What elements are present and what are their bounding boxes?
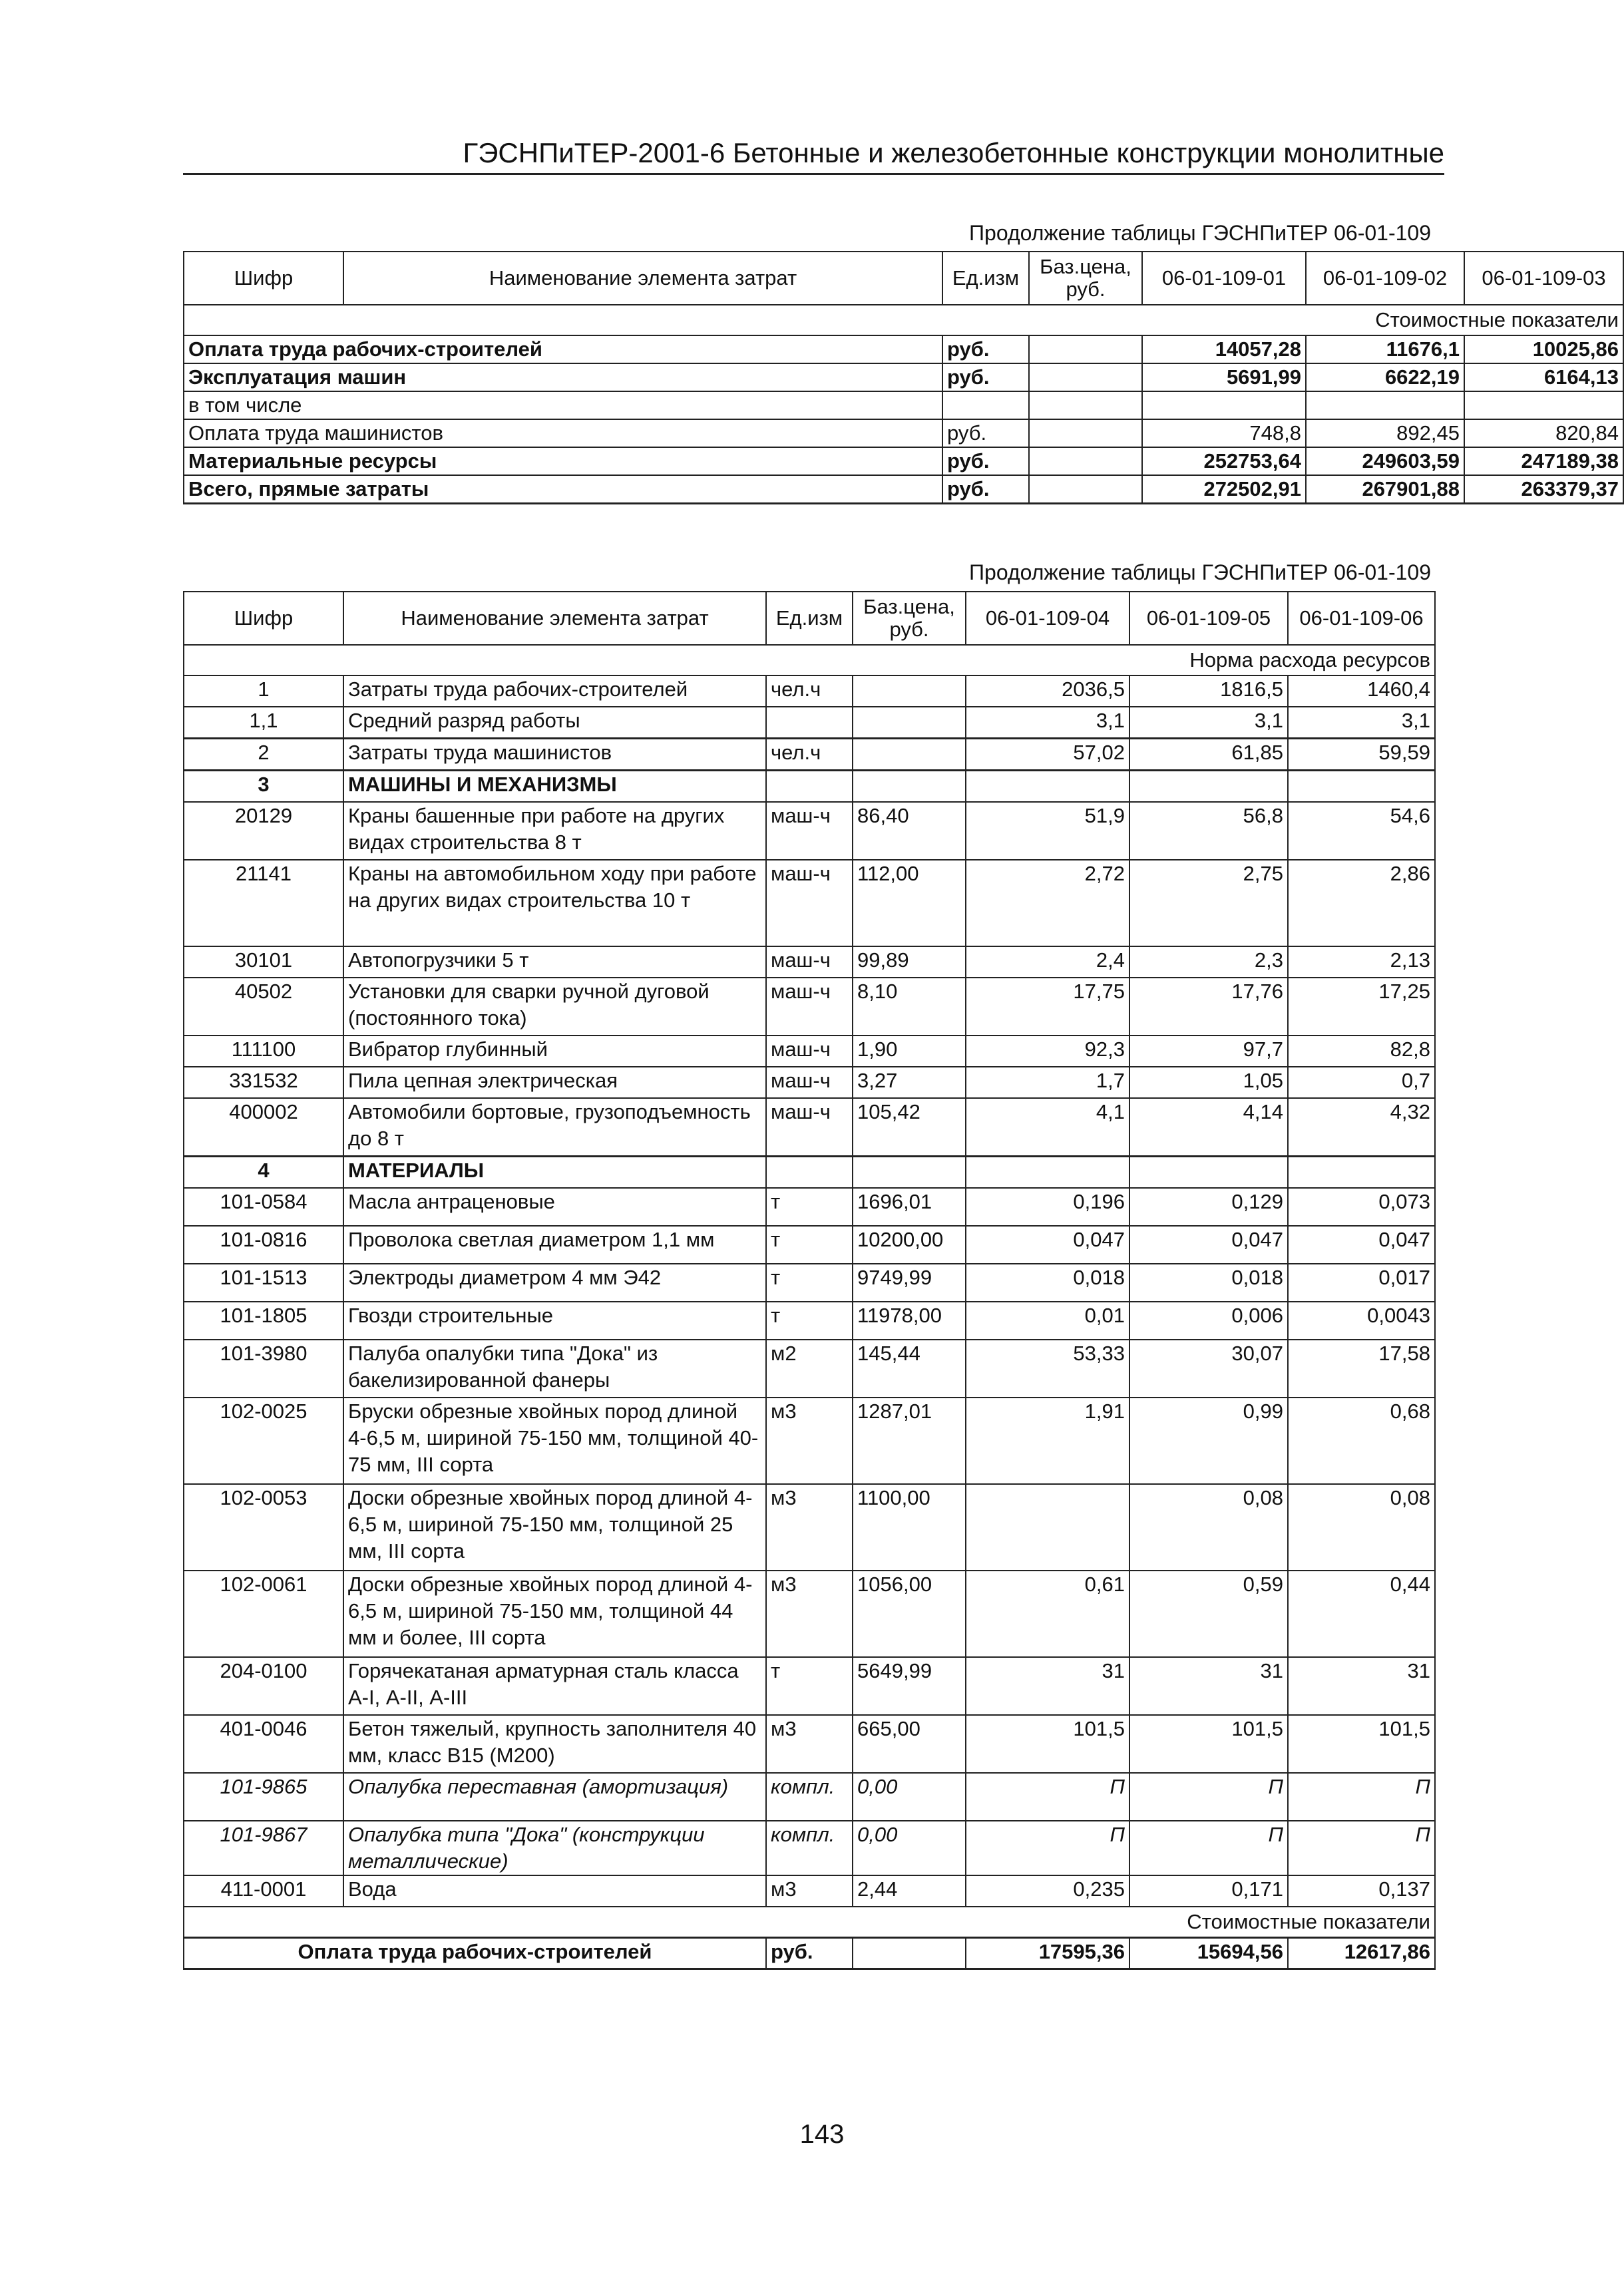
table-row — [184, 1098, 1435, 1157]
row-name: Бруски обрезные хвойных пород длиной 4-6,5 м, шириной 75-150 мм, толщиной 40-75 мм, III сорта — [343, 1398, 766, 1484]
row-value-2: 2,3 — [1129, 946, 1288, 978]
row-code: 101-0816 — [184, 1226, 343, 1264]
row-code: 102-0025 — [184, 1398, 343, 1484]
row-price: 11978,00 — [853, 1302, 966, 1340]
row-price: 1287,01 — [853, 1398, 966, 1484]
summary-row — [184, 1938, 1435, 1969]
col-2-header: 06-01-109-02 — [1306, 252, 1464, 305]
row-value-2: П — [1129, 1821, 1288, 1875]
row-name: Вода — [343, 1875, 766, 1907]
row-code: 3 — [184, 771, 343, 803]
row-value-2: 15694,56 — [1129, 1938, 1288, 1969]
row-code: 401-0046 — [184, 1715, 343, 1773]
row-name: Опалубка переставная (амортизация) — [343, 1773, 766, 1821]
row-price: 145,44 — [853, 1340, 966, 1398]
row-value-3: 0,073 — [1288, 1188, 1435, 1226]
row-name: Затраты труда рабочих-строителей — [343, 675, 766, 707]
row-value-2: 6622,19 — [1306, 363, 1464, 391]
row-code: 102-0053 — [184, 1484, 343, 1571]
row-value-2 — [1129, 771, 1288, 803]
row-price — [853, 675, 966, 707]
row-value-3: 2,13 — [1288, 946, 1435, 978]
row-unit: маш-ч — [766, 1098, 853, 1157]
row-price: 8,10 — [853, 978, 966, 1036]
row-unit: т — [766, 1657, 853, 1715]
row-value-3: 0,047 — [1288, 1226, 1435, 1264]
row-unit: м2 — [766, 1340, 853, 1398]
row-value-1: 53,33 — [966, 1340, 1129, 1398]
row-price: 1100,00 — [853, 1484, 966, 1571]
row-value-3: 0,7 — [1288, 1067, 1435, 1098]
resource-table-2 — [183, 591, 1436, 1970]
row-value-1: 272502,91 — [1142, 475, 1306, 504]
row-price: 86,40 — [853, 802, 966, 860]
row-value-2: 0,99 — [1129, 1398, 1288, 1484]
row-unit: м3 — [766, 1875, 853, 1907]
row-value-1: 31 — [966, 1657, 1129, 1715]
table-row — [184, 802, 1435, 860]
row-price: 112,00 — [853, 860, 966, 946]
col-unit-header: Ед.изм — [942, 252, 1029, 305]
page-number: 143 — [799, 2120, 845, 2149]
row-unit: т — [766, 1264, 853, 1302]
col-3-header: 06-01-109-03 — [1464, 252, 1623, 305]
row-value-2: 97,7 — [1129, 1036, 1288, 1067]
row-value-2: 0,047 — [1129, 1226, 1288, 1264]
row-name: Горячекатаная арматурная сталь класса А-I, А-II, А-III — [343, 1657, 766, 1715]
row-name: Гвозди строительные — [343, 1302, 766, 1340]
table-row — [184, 1657, 1435, 1715]
row-name: Краны башенные при работе на других видах строительства 8 т — [343, 802, 766, 860]
row-value-1 — [966, 771, 1129, 803]
row-value-3: 1460,4 — [1288, 675, 1435, 707]
row-value-3: 0,017 — [1288, 1264, 1435, 1302]
row-value-2: 17,76 — [1129, 978, 1288, 1036]
row-value-2 — [1129, 1157, 1288, 1189]
row-name: Масла антраценовые — [343, 1188, 766, 1226]
row-price: 0,00 — [853, 1773, 966, 1821]
row-value-1: 0,61 — [966, 1571, 1129, 1657]
row-name: Электроды диаметром 4 мм Э42 — [343, 1264, 766, 1302]
row-value-3: 12617,86 — [1288, 1938, 1435, 1969]
row-code: 101-9865 — [184, 1773, 343, 1821]
row-value-3: 247189,38 — [1464, 447, 1623, 475]
row-name: Всего, прямые затраты — [184, 475, 942, 504]
row-name: Эксплуатация машин — [184, 363, 942, 391]
row-unit: маш-ч — [766, 860, 853, 946]
table2-band-row-bottom — [184, 1907, 1435, 1938]
row-value-3: 263379,37 — [1464, 475, 1623, 504]
row-value-2: 101,5 — [1129, 1715, 1288, 1773]
col-price-header: Баз.цена, руб. — [853, 592, 966, 645]
row-code: 1,1 — [184, 707, 343, 739]
row-name: МАТЕРИАЛЫ — [343, 1157, 766, 1189]
band-label: Норма расхода ресурсов — [184, 645, 1435, 675]
row-value-1: 92,3 — [966, 1036, 1129, 1067]
row-value-1: П — [966, 1773, 1129, 1821]
row-unit: компл. — [766, 1821, 853, 1875]
row-name: Затраты труда машинистов — [343, 739, 766, 771]
row-unit: м3 — [766, 1484, 853, 1571]
col-name-header: Наименование элемента затрат — [343, 592, 766, 645]
row-name: Доски обрезные хвойных пород длиной 4-6,5 м, шириной 75-150 мм, толщиной 25 мм, III сорта — [343, 1484, 766, 1571]
table-row — [184, 771, 1435, 803]
row-name: Вибратор глубинный — [343, 1036, 766, 1067]
col-code-header: Шифр — [184, 252, 343, 305]
row-code: 204-0100 — [184, 1657, 343, 1715]
row-price: 665,00 — [853, 1715, 966, 1773]
row-price: 5649,99 — [853, 1657, 966, 1715]
table-row — [184, 1188, 1435, 1226]
row-unit: руб. — [766, 1938, 853, 1969]
row-value-2: 3,1 — [1129, 707, 1288, 739]
row-name: МАШИНЫ И МЕХАНИЗМЫ — [343, 771, 766, 803]
row-price: 9749,99 — [853, 1264, 966, 1302]
band-label: Стоимостные показатели — [184, 305, 1623, 335]
row-value-3: 54,6 — [1288, 802, 1435, 860]
row-value-1: 0,018 — [966, 1264, 1129, 1302]
row-price — [853, 1157, 966, 1189]
table-row — [184, 1773, 1435, 1821]
table-row — [184, 1875, 1435, 1907]
row-value-1: 1,7 — [966, 1067, 1129, 1098]
table-row — [184, 335, 1623, 363]
row-price: 10200,00 — [853, 1226, 966, 1264]
row-price — [1029, 335, 1142, 363]
row-price — [1029, 363, 1142, 391]
row-code: 21141 — [184, 860, 343, 946]
row-value-2: 0,08 — [1129, 1484, 1288, 1571]
row-value-3: 0,0043 — [1288, 1302, 1435, 1340]
table-row — [184, 1398, 1435, 1484]
row-price: 1056,00 — [853, 1571, 966, 1657]
row-unit: руб. — [942, 335, 1029, 363]
table-row — [184, 739, 1435, 771]
row-value-1: 2,4 — [966, 946, 1129, 978]
row-value-3: 0,137 — [1288, 1875, 1435, 1907]
row-price: 1,90 — [853, 1036, 966, 1067]
row-name: Установки для сварки ручной дуговой (постоянного тока) — [343, 978, 766, 1036]
row-name: Средний разряд работы — [343, 707, 766, 739]
row-value-2: 61,85 — [1129, 739, 1288, 771]
row-value-1: 0,196 — [966, 1188, 1129, 1226]
row-code: 101-9867 — [184, 1821, 343, 1875]
col-code-header: Шифр — [184, 592, 343, 645]
row-name: Доски обрезные хвойных пород длиной 4-6,5 м, шириной 75-150 мм, толщиной 44 мм и более, III сорта — [343, 1571, 766, 1657]
row-value-2: 56,8 — [1129, 802, 1288, 860]
row-unit: т — [766, 1226, 853, 1264]
table-row — [184, 860, 1435, 946]
row-code: 101-1513 — [184, 1264, 343, 1302]
row-value-2: 2,75 — [1129, 860, 1288, 946]
row-value-1: 0,047 — [966, 1226, 1129, 1264]
row-unit: чел.ч — [766, 739, 853, 771]
row-value-3: 17,25 — [1288, 978, 1435, 1036]
row-name: Палуба опалубки типа "Дока" из бакелизированной фанеры — [343, 1340, 766, 1398]
row-unit: чел.ч — [766, 675, 853, 707]
row-value-2: 1,05 — [1129, 1067, 1288, 1098]
row-code: 111100 — [184, 1036, 343, 1067]
row-value-3: 820,84 — [1464, 419, 1623, 447]
table-row — [184, 1226, 1435, 1264]
row-price: 0,00 — [853, 1821, 966, 1875]
row-value-1: 0,01 — [966, 1302, 1129, 1340]
row-unit — [766, 771, 853, 803]
row-code: 40502 — [184, 978, 343, 1036]
cost-table-1 — [183, 251, 1624, 504]
row-code: 4 — [184, 1157, 343, 1189]
row-value-1 — [966, 1484, 1129, 1571]
row-value-2: П — [1129, 1773, 1288, 1821]
row-value-2: 0,018 — [1129, 1264, 1288, 1302]
table-row — [184, 419, 1623, 447]
row-value-2: 1816,5 — [1129, 675, 1288, 707]
row-value-1: 14057,28 — [1142, 335, 1306, 363]
row-unit: маш-ч — [766, 946, 853, 978]
band-label: Стоимостные показатели — [184, 1907, 1435, 1938]
table-row — [184, 391, 1623, 419]
row-value-3: 4,32 — [1288, 1098, 1435, 1157]
col-price-header: Баз.цена, руб. — [1029, 252, 1142, 305]
row-value-3: 59,59 — [1288, 739, 1435, 771]
row-name: Оплата труда рабочих-строителей — [184, 335, 942, 363]
table1-caption: Продолжение таблицы ГЭСНПиТЕР 06-01-109 — [969, 221, 1431, 245]
table-row — [184, 1036, 1435, 1067]
row-value-3 — [1464, 391, 1623, 419]
row-unit: маш-ч — [766, 802, 853, 860]
row-name: Пила цепная электрическая — [343, 1067, 766, 1098]
table-row — [184, 946, 1435, 978]
row-value-1: 101,5 — [966, 1715, 1129, 1773]
row-value-2: 11676,1 — [1306, 335, 1464, 363]
row-code: 400002 — [184, 1098, 343, 1157]
row-price — [1029, 391, 1142, 419]
row-code: 30101 — [184, 946, 343, 978]
row-value-3: 101,5 — [1288, 1715, 1435, 1773]
row-unit: т — [766, 1302, 853, 1340]
table-row — [184, 1715, 1435, 1773]
row-unit: компл. — [766, 1773, 853, 1821]
row-name: в том числе — [184, 391, 942, 419]
row-value-2: 0,171 — [1129, 1875, 1288, 1907]
row-value-1: 17595,36 — [966, 1938, 1129, 1969]
table2-header-row — [184, 592, 1435, 645]
row-code: 2 — [184, 739, 343, 771]
row-name: Автопогрузчики 5 т — [343, 946, 766, 978]
row-code: 101-0584 — [184, 1188, 343, 1226]
row-value-3: 2,86 — [1288, 860, 1435, 946]
table-row — [184, 1340, 1435, 1398]
row-unit: маш-ч — [766, 1036, 853, 1067]
row-value-2: 30,07 — [1129, 1340, 1288, 1398]
row-value-3: 3,1 — [1288, 707, 1435, 739]
row-price: 2,44 — [853, 1875, 966, 1907]
row-unit: м3 — [766, 1398, 853, 1484]
table-row — [184, 1067, 1435, 1098]
row-value-3: 0,68 — [1288, 1398, 1435, 1484]
row-code: 411-0001 — [184, 1875, 343, 1907]
table-row — [184, 1302, 1435, 1340]
row-value-2: 0,006 — [1129, 1302, 1288, 1340]
row-price — [1029, 419, 1142, 447]
row-price: 99,89 — [853, 946, 966, 978]
row-code: 331532 — [184, 1067, 343, 1098]
row-price — [853, 1938, 966, 1969]
row-unit: руб. — [942, 363, 1029, 391]
header-title: ГЭСНПиТЕР-2001-6 Бетонные и железобетонные конструкции монолитные — [463, 137, 1444, 168]
row-unit: руб. — [942, 419, 1029, 447]
row-price: 105,42 — [853, 1098, 966, 1157]
row-unit — [766, 1157, 853, 1189]
table1-band-row — [184, 305, 1623, 335]
row-unit — [942, 391, 1029, 419]
col-2-header: 06-01-109-05 — [1129, 592, 1288, 645]
row-value-2: 4,14 — [1129, 1098, 1288, 1157]
table-row — [184, 978, 1435, 1036]
row-name: Опалубка типа "Дока" (конструкции металлические) — [343, 1821, 766, 1875]
row-value-3 — [1288, 771, 1435, 803]
table2-caption: Продолжение таблицы ГЭСНПиТЕР 06-01-109 — [969, 560, 1431, 584]
row-value-2 — [1306, 391, 1464, 419]
row-value-3: 0,44 — [1288, 1571, 1435, 1657]
running-header — [183, 136, 1444, 175]
row-price: 1696,01 — [853, 1188, 966, 1226]
table-row — [184, 1157, 1435, 1189]
row-price — [853, 707, 966, 739]
col-name-header: Наименование элемента затрат — [343, 252, 942, 305]
row-name: Проволока светлая диаметром 1,1 мм — [343, 1226, 766, 1264]
table-row — [184, 447, 1623, 475]
row-code: 101-3980 — [184, 1340, 343, 1398]
row-price: 3,27 — [853, 1067, 966, 1098]
row-value-1: 51,9 — [966, 802, 1129, 860]
row-unit: руб. — [942, 447, 1029, 475]
row-value-1: 3,1 — [966, 707, 1129, 739]
table-row — [184, 675, 1435, 707]
row-price — [1029, 475, 1142, 504]
row-value-3: П — [1288, 1821, 1435, 1875]
table-row — [184, 363, 1623, 391]
row-value-2: 892,45 — [1306, 419, 1464, 447]
col-1-header: 06-01-109-01 — [1142, 252, 1306, 305]
row-unit: т — [766, 1188, 853, 1226]
row-code: 101-1805 — [184, 1302, 343, 1340]
row-value-3: 31 — [1288, 1657, 1435, 1715]
row-value-2: 0,59 — [1129, 1571, 1288, 1657]
table1-header-row — [184, 252, 1623, 305]
row-value-1: 4,1 — [966, 1098, 1129, 1157]
row-value-1: 748,8 — [1142, 419, 1306, 447]
row-name: Оплата труда машинистов — [184, 419, 942, 447]
table-row — [184, 1484, 1435, 1571]
table-row — [184, 707, 1435, 739]
row-unit: маш-ч — [766, 1067, 853, 1098]
row-value-3: 82,8 — [1288, 1036, 1435, 1067]
row-value-1: 1,91 — [966, 1398, 1129, 1484]
row-unit: маш-ч — [766, 978, 853, 1036]
row-value-1: 5691,99 — [1142, 363, 1306, 391]
row-value-1: 17,75 — [966, 978, 1129, 1036]
row-name: Краны на автомобильном ходу при работе на других видах строительства 10 т — [343, 860, 766, 946]
col-unit-header: Ед.изм — [766, 592, 853, 645]
table-row — [184, 475, 1623, 504]
row-price — [1029, 447, 1142, 475]
row-value-1 — [1142, 391, 1306, 419]
row-value-1: 252753,64 — [1142, 447, 1306, 475]
row-name: Бетон тяжелый, крупность заполнителя 40 мм, класс В15 (М200) — [343, 1715, 766, 1773]
row-value-3: П — [1288, 1773, 1435, 1821]
table-row — [184, 1264, 1435, 1302]
table-row — [184, 1571, 1435, 1657]
row-unit: руб. — [942, 475, 1029, 504]
table-row — [184, 1821, 1435, 1875]
row-value-2: 249603,59 — [1306, 447, 1464, 475]
row-unit: м3 — [766, 1715, 853, 1773]
row-value-1: П — [966, 1821, 1129, 1875]
table2-band-row — [184, 645, 1435, 675]
row-value-2: 0,129 — [1129, 1188, 1288, 1226]
row-value-1: 0,235 — [966, 1875, 1129, 1907]
row-name: Автомобили бортовые, грузоподъемность до 8 т — [343, 1098, 766, 1157]
row-value-3 — [1288, 1157, 1435, 1189]
row-value-3: 6164,13 — [1464, 363, 1623, 391]
row-value-3: 0,08 — [1288, 1484, 1435, 1571]
row-value-1: 2,72 — [966, 860, 1129, 946]
row-value-3: 10025,86 — [1464, 335, 1623, 363]
row-price — [853, 739, 966, 771]
row-code: 1 — [184, 675, 343, 707]
row-name: Оплата труда рабочих-строителей — [184, 1938, 766, 1969]
col-3-header: 06-01-109-06 — [1288, 592, 1435, 645]
row-value-1: 2036,5 — [966, 675, 1129, 707]
row-value-1 — [966, 1157, 1129, 1189]
row-value-3: 17,58 — [1288, 1340, 1435, 1398]
row-value-1: 57,02 — [966, 739, 1129, 771]
row-code: 20129 — [184, 802, 343, 860]
row-unit: м3 — [766, 1571, 853, 1657]
col-1-header: 06-01-109-04 — [966, 592, 1129, 645]
row-value-2: 31 — [1129, 1657, 1288, 1715]
row-name: Материальные ресурсы — [184, 447, 942, 475]
row-unit — [766, 707, 853, 739]
row-price — [853, 771, 966, 803]
row-code: 102-0061 — [184, 1571, 343, 1657]
row-value-2: 267901,88 — [1306, 475, 1464, 504]
